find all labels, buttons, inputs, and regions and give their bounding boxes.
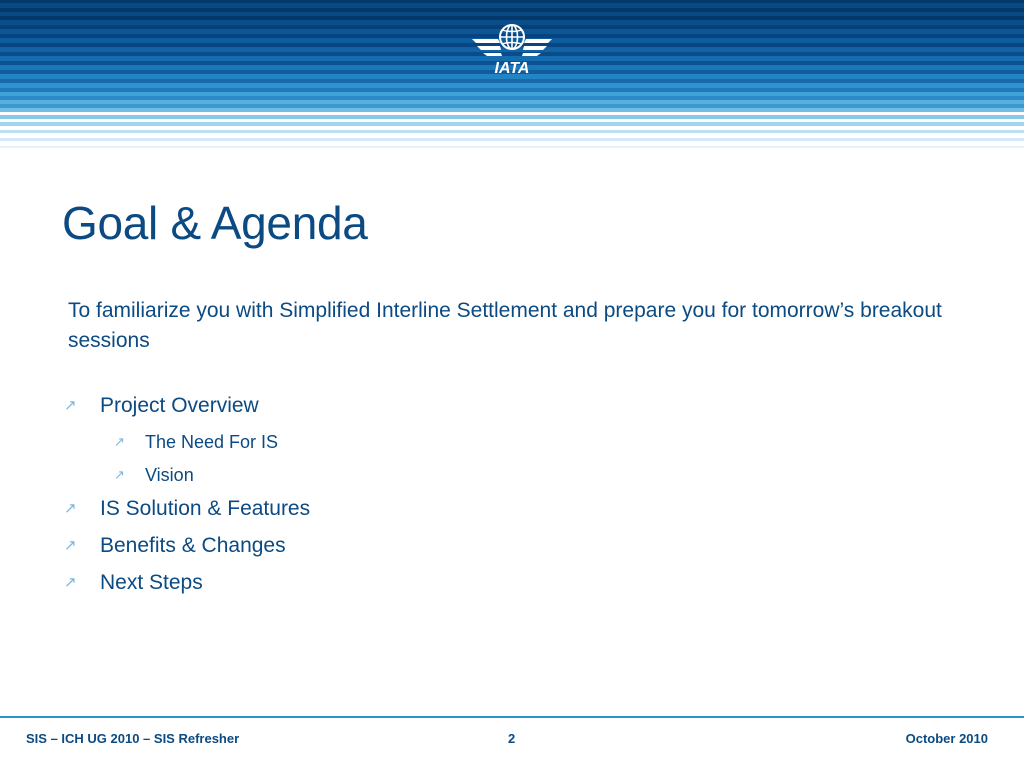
agenda-item (0, 425, 310, 458)
footer-presentation-name: SIS – ICH UG 2010 – SIS Refresher (26, 731, 240, 746)
arrow-up-right-icon: ↗ (114, 434, 125, 449)
agenda-item (0, 528, 310, 565)
agenda-item (0, 458, 310, 491)
agenda-list (0, 388, 310, 602)
agenda-item-label: Next Steps (100, 571, 203, 594)
agenda-item-label: Project Overview (100, 394, 259, 417)
arrow-up-right-icon: ↗ (64, 574, 77, 591)
footer-divider (0, 716, 1024, 718)
arrow-up-right-icon: ↗ (114, 467, 125, 482)
agenda-item (0, 565, 310, 602)
goal-statement: To familiarize you with Simplified Interline Settlement and prepare you for tomorrow’s breakout sessions (68, 299, 942, 352)
logo-text: IATA (494, 60, 530, 76)
agenda-item (0, 491, 310, 528)
agenda-item-label: Vision (145, 465, 194, 485)
arrow-up-right-icon: ↗ (64, 537, 77, 554)
slide-title: Goal & Agenda (62, 197, 368, 249)
agenda-item-label: The Need For IS (145, 432, 279, 452)
arrow-up-right-icon: ↗ (64, 397, 77, 414)
agenda-item (0, 388, 310, 425)
agenda-item-label: Benefits & Changes (100, 534, 286, 557)
iata-logo (470, 18, 554, 76)
agenda-item-label: IS Solution & Features (100, 497, 311, 520)
footer-page-number: 2 (508, 731, 516, 746)
footer-date: October 2010 (905, 731, 988, 746)
arrow-up-right-icon: ↗ (64, 500, 77, 517)
